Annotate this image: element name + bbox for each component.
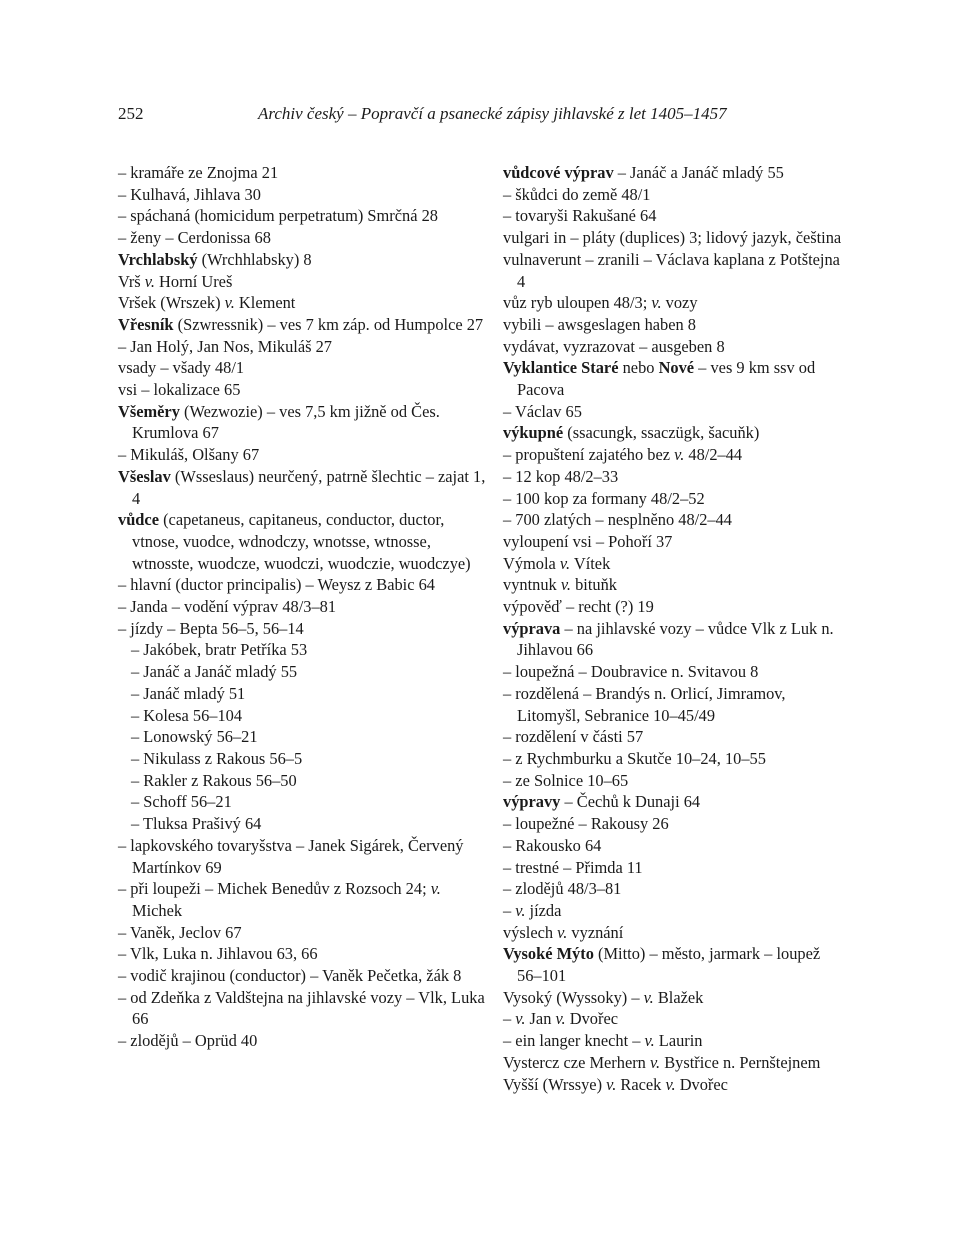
index-entry-text: – Janáč a Janáč mladý 55 bbox=[131, 662, 298, 682]
index-entry bbox=[503, 444, 843, 466]
running-title: Archiv český – Popravčí a psanecké zápisy jihlavské z let 1405–1457 bbox=[258, 104, 727, 123]
index-headword: výprava bbox=[503, 618, 561, 638]
index-entry bbox=[118, 466, 490, 509]
index-entry bbox=[503, 357, 843, 400]
index-entry-text: – škůdci do země 48/1 bbox=[503, 184, 651, 204]
index-entry bbox=[118, 661, 490, 683]
index-entry bbox=[118, 162, 490, 184]
index-entry-text: vulgari in – pláty (duplices) 3; lidový jazyk, čeština bbox=[503, 228, 842, 248]
index-entry bbox=[503, 791, 843, 813]
index-headword: Vysoké Mýto bbox=[503, 944, 594, 964]
index-entry bbox=[503, 162, 843, 184]
index-entry bbox=[118, 444, 490, 466]
index-entry bbox=[503, 292, 843, 314]
index-headword: Vrchlabský bbox=[118, 249, 198, 269]
index-entry bbox=[503, 336, 843, 358]
index-entry-text: výslech v. vyznání bbox=[503, 922, 624, 942]
index-entry bbox=[118, 878, 490, 921]
index-entry-text: – Václav 65 bbox=[503, 401, 582, 421]
index-entry-text: vyloupení vsi – Pohoří 37 bbox=[503, 531, 673, 551]
index-entry-text: – Vaněk, Jeclov 67 bbox=[118, 922, 242, 942]
index-headword: výkupné bbox=[503, 423, 564, 443]
index-entry-text: (Mitto) – město, jarmark – loupež 56–101 bbox=[517, 944, 821, 986]
index-entry bbox=[503, 1052, 843, 1074]
index-entry bbox=[118, 509, 490, 574]
index-entry-text: (Szwressnik) – ves 7 km záp. od Humpolce 27 bbox=[173, 314, 484, 334]
index-entry-text: (ssacungk, ssaczügk, šacuňk) bbox=[563, 423, 760, 443]
index-entry-text: – Janda – vodění výprav 48/3–81 bbox=[118, 597, 337, 617]
index-entry-text: – 100 kop za formany 48/2–52 bbox=[503, 488, 705, 508]
index-entry bbox=[503, 184, 843, 206]
page-header bbox=[0, 104, 960, 130]
index-entry-text: Vršek (Wrszek) v. Klement bbox=[118, 293, 296, 313]
index-entry bbox=[503, 857, 843, 879]
index-entry bbox=[118, 813, 490, 835]
index-entry-text: – trestné – Přimda 11 bbox=[503, 857, 643, 877]
index-entry bbox=[503, 987, 843, 1009]
index-entry-text: – Rakler z Rakous 56–50 bbox=[131, 770, 297, 790]
index-entry bbox=[118, 943, 490, 965]
index-entry bbox=[503, 835, 843, 857]
index-entry-text: – Jakóbek, bratr Petříka 53 bbox=[131, 640, 308, 660]
index-entry-text: – od Zdeňka z Valdštejna na jihlavské vozy – Vlk, Luka 66 bbox=[118, 987, 485, 1029]
index-entry-text: – loupežná – Doubravice n. Svitavou 8 bbox=[503, 662, 759, 682]
index-entry bbox=[118, 639, 490, 661]
index-entry bbox=[503, 488, 843, 510]
index-entry bbox=[503, 922, 843, 944]
index-entry bbox=[503, 726, 843, 748]
index-entry-text: (Wsseslaus) neurčený, patrně šlechtic – zajat 1, 4 bbox=[132, 466, 486, 508]
index-headword: Všeslav bbox=[118, 466, 171, 486]
index-entry-text: vsi – lokalizace 65 bbox=[118, 380, 241, 400]
index-entry bbox=[118, 683, 490, 705]
index-entry-text: vyntnuk v. bituňk bbox=[503, 575, 617, 595]
page-number: 252 bbox=[118, 104, 144, 123]
index-entry bbox=[503, 553, 843, 575]
index-entry bbox=[503, 227, 843, 249]
index-entry bbox=[118, 357, 490, 379]
index-entry bbox=[503, 1030, 843, 1052]
index-entry bbox=[118, 1030, 490, 1052]
index-entry bbox=[503, 509, 843, 531]
index-entry bbox=[118, 401, 490, 444]
index-entry bbox=[503, 683, 843, 726]
index-entry-text: – lapkovského tovaryšstva – Janek Sigárek, Červený Martínkov 69 bbox=[118, 835, 464, 877]
index-entry-text: Výmola v. Vítek bbox=[503, 553, 611, 573]
index-entry-text: – spáchaná (homicidum perpetratum) Smrčná 28 bbox=[118, 206, 438, 226]
index-entry bbox=[118, 987, 490, 1030]
index-entry bbox=[503, 531, 843, 553]
index-entry-text: – ženy – Cerdonissa 68 bbox=[118, 228, 271, 248]
index-headword: výpravy bbox=[503, 792, 561, 812]
index-entry bbox=[503, 618, 843, 661]
index-entry-text: vybili – awsgeslagen haben 8 bbox=[503, 314, 696, 334]
index-entry-text: vydávat, vyzrazovat – ausgeben 8 bbox=[503, 336, 725, 356]
index-entry bbox=[118, 184, 490, 206]
index-entry bbox=[118, 705, 490, 727]
index-entry-text: – Čechů k Dunaji 64 bbox=[560, 792, 701, 812]
index-entry bbox=[503, 1008, 843, 1030]
index-entry bbox=[503, 661, 843, 683]
index-entry-text: (Wrchhlabsky) 8 bbox=[197, 249, 312, 269]
index-entry-text: – ein langer knecht – v. Laurin bbox=[503, 1031, 703, 1051]
index-entry bbox=[118, 227, 490, 249]
index-entry bbox=[503, 401, 843, 423]
index-entry bbox=[118, 748, 490, 770]
index-entry-text: – Janáč mladý 51 bbox=[131, 683, 246, 703]
index-entry bbox=[118, 205, 490, 227]
index-entry-text: Vyšší (Wrssye) v. Racek v. Dvořec bbox=[503, 1074, 728, 1094]
index-entry-text: vůz ryb uloupen 48/3; v. vozy bbox=[503, 293, 698, 313]
index-entry bbox=[503, 574, 843, 596]
index-entry-text: vulnaverunt – zranili – Václava kaplana z Potštejna 4 bbox=[503, 249, 840, 291]
index-entry-text: – rozdělení v části 57 bbox=[503, 727, 644, 747]
index-headword: vůdce bbox=[118, 510, 159, 530]
index-headword: Nové bbox=[658, 358, 695, 378]
index-entry-text: – při loupeži – Michek Benedův z Rozsoch 24; v. Michek bbox=[118, 879, 441, 920]
index-entry bbox=[503, 943, 843, 986]
index-entry-text: – jízdy – Bepta 56–5, 56–14 bbox=[118, 618, 304, 638]
index-entry-text: – Nikulass z Rakous 56–5 bbox=[131, 748, 303, 768]
index-entry bbox=[503, 466, 843, 488]
index-entry-text: – 12 kop 48/2–33 bbox=[503, 466, 619, 486]
index-entry-text: – 700 zlatých – nesplněno 48/2–44 bbox=[503, 510, 732, 530]
index-entry bbox=[503, 770, 843, 792]
index-entry bbox=[118, 271, 490, 293]
index-entry-text: – vodič krajinou (conductor) – Vaněk Pečetka, žák 8 bbox=[118, 966, 462, 986]
index-entry bbox=[503, 249, 843, 292]
index-entry bbox=[118, 965, 490, 987]
index-column-left bbox=[118, 162, 490, 1052]
index-entry bbox=[118, 336, 490, 358]
index-entry-text: Vrš v. Horní Ureš bbox=[118, 271, 233, 291]
index-entry bbox=[118, 314, 490, 336]
index-entry-text: – ves 9 km ssv od Pacova bbox=[517, 358, 816, 400]
index-entry-text: – z Rychmburku a Skutče 10–24, 10–55 bbox=[503, 748, 766, 768]
index-entry-text: (Wezwozie) – ves 7,5 km jižně od Čes. Krumlova 67 bbox=[132, 401, 440, 443]
index-entry-text: (capetaneus, capitaneus, conductor, ductor, vtnose, vuodce, wdnodczy, wnotsse, wtnosse, wtnosste, wuodcze, wuodczi, wuodczie, wuodczye) bbox=[132, 510, 471, 573]
index-entry-text: Vysoký (Wyssoky) – v. Blažek bbox=[503, 987, 704, 1007]
index-entry-text: – rozdělená – Brandýs n. Orlicí, Jimramov, Litomyšl, Sebranice 10–45/49 bbox=[503, 683, 786, 725]
index-entry bbox=[118, 574, 490, 596]
index-entry-text: – propuštení zajatého bez v. 48/2–44 bbox=[503, 445, 743, 465]
index-entry-text: – na jihlavské vozy – vůdce Vlk z Luk n. Jihlavou 66 bbox=[517, 618, 834, 660]
index-entry-text: nebo bbox=[618, 358, 659, 378]
index-entry-text: – Tluksa Prašivý 64 bbox=[131, 814, 262, 834]
index-entry-text: – Kulhavá, Jihlava 30 bbox=[118, 184, 261, 204]
index-entry bbox=[503, 1074, 843, 1096]
index-entry-text: Vystercz cze Merhern v. Bystřice n. Pernštejnem bbox=[503, 1052, 821, 1072]
index-entry-text: – zlodějů – Oprüd 40 bbox=[118, 1031, 258, 1051]
index-entry-text: výpověď – recht (?) 19 bbox=[503, 597, 654, 617]
index-entry-text: – kramáře ze Znojma 21 bbox=[118, 163, 279, 182]
index-entry bbox=[118, 770, 490, 792]
index-entry-text: – Vlk, Luka n. Jihlavou 63, 66 bbox=[118, 944, 318, 964]
index-entry-text: – loupežné – Rakousy 26 bbox=[503, 814, 669, 834]
index-headword: Všeměry bbox=[118, 401, 180, 421]
index-entry bbox=[118, 835, 490, 878]
index-entry-text: – v. Jan v. Dvořec bbox=[503, 1009, 618, 1029]
index-entry bbox=[503, 596, 843, 618]
index-entry bbox=[503, 878, 843, 900]
index-entry-text: – Mikuláš, Olšany 67 bbox=[118, 445, 260, 465]
index-headword: Vyklantice Staré bbox=[503, 358, 619, 378]
index-entry bbox=[118, 292, 490, 314]
index-entry bbox=[118, 726, 490, 748]
index-headword: Vřesník bbox=[118, 314, 174, 334]
index-entry bbox=[503, 422, 843, 444]
index-entry-text: – Janáč a Janáč mladý 55 bbox=[613, 163, 784, 182]
index-entry-text: – zlodějů 48/3–81 bbox=[503, 879, 622, 899]
index-entry-text: – hlavní (ductor principalis) – Weysz z Babic 64 bbox=[118, 575, 435, 595]
index-entry-text: – Lonowský 56–21 bbox=[131, 727, 258, 747]
index-entry bbox=[503, 748, 843, 770]
index-entry bbox=[118, 596, 490, 618]
index-entry bbox=[503, 314, 843, 336]
index-entry-text: – ze Solnice 10–65 bbox=[503, 770, 629, 790]
index-entry-text: – Rakousko 64 bbox=[503, 835, 602, 855]
index-entry bbox=[118, 791, 490, 813]
index-entry-text: vsady – všady 48/1 bbox=[118, 358, 245, 378]
index-entry-text: – Kolesa 56–104 bbox=[131, 705, 243, 725]
index-entry-text: – Schoff 56–21 bbox=[131, 792, 232, 812]
index-headword: vůdcové výprav bbox=[503, 163, 614, 182]
index-entry-text: – tovaryši Rakušané 64 bbox=[503, 206, 657, 226]
index-entry bbox=[503, 813, 843, 835]
index-entry bbox=[503, 205, 843, 227]
index-entry bbox=[118, 618, 490, 640]
index-entry bbox=[118, 379, 490, 401]
index-entry bbox=[118, 249, 490, 271]
index-column-right bbox=[503, 162, 843, 1095]
index-entry-text: – v. jízda bbox=[503, 900, 562, 920]
index-entry-text: – Jan Holý, Jan Nos, Mikuláš 27 bbox=[118, 336, 332, 356]
index-entry bbox=[503, 900, 843, 922]
index-entry bbox=[118, 922, 490, 944]
